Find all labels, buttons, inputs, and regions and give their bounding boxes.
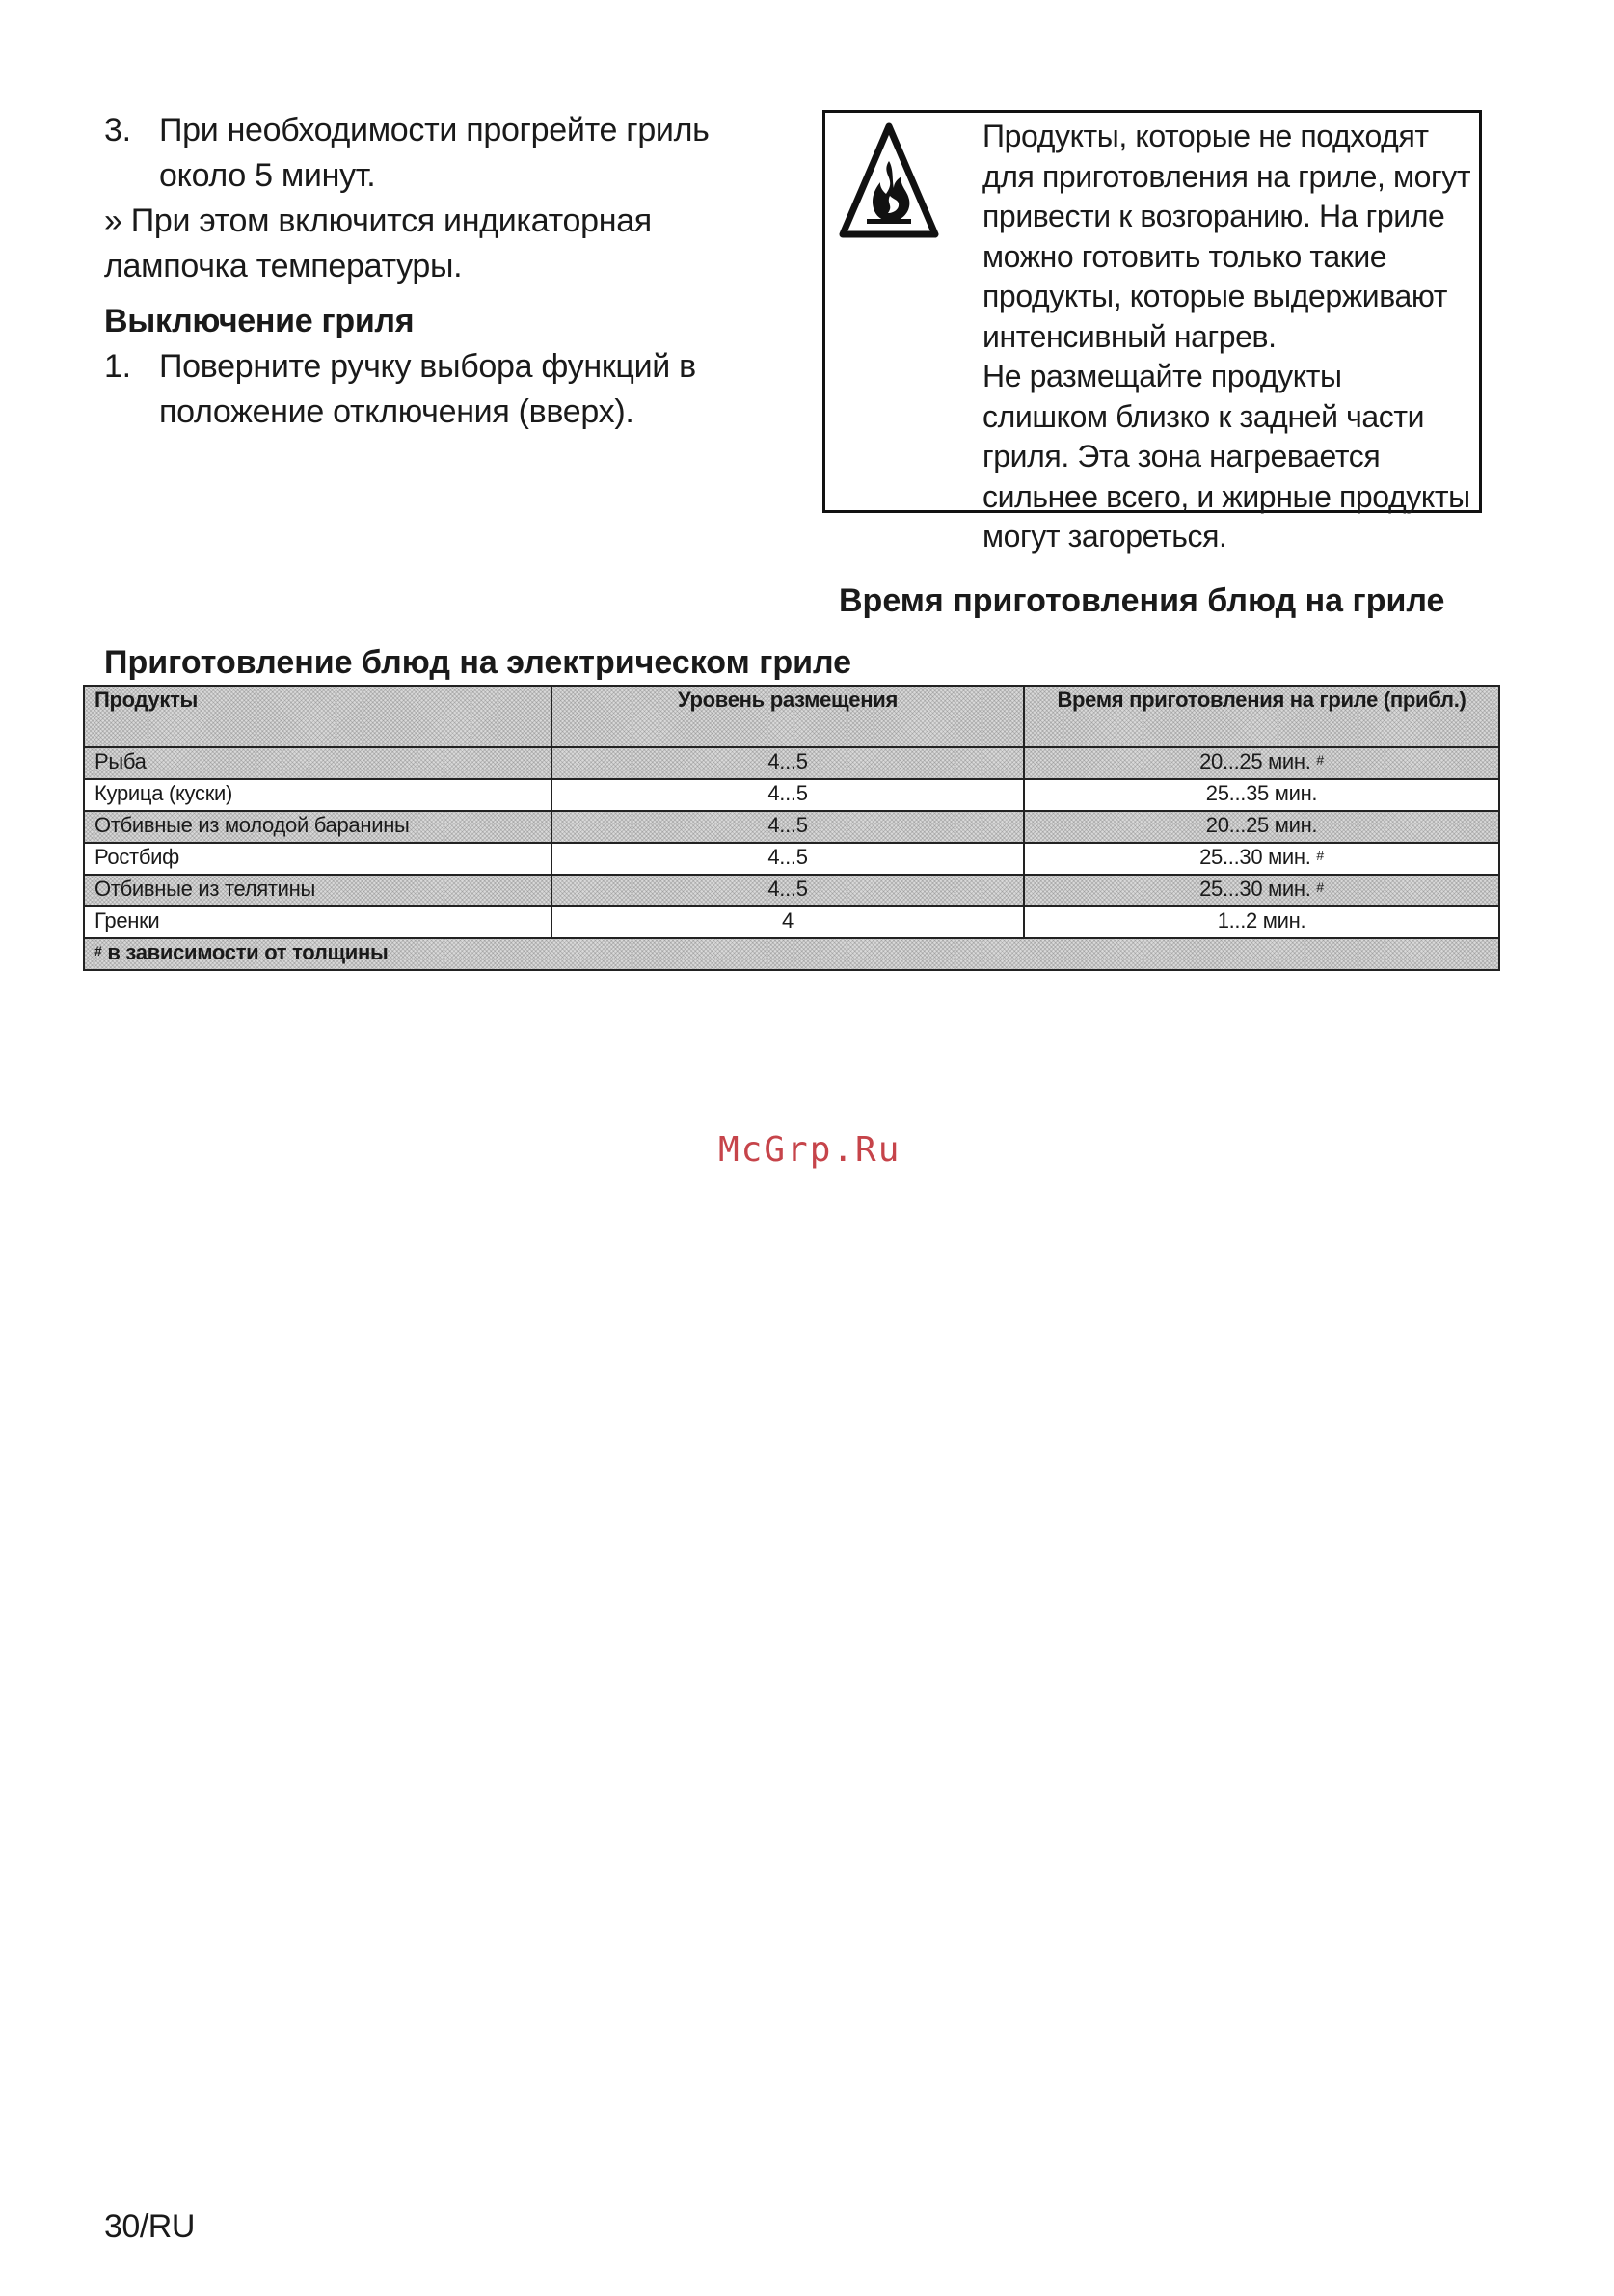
step-1-number: 1.	[104, 348, 131, 385]
step-1-text: Поверните ручку выбора функций в положение отключения (вверх).	[159, 348, 696, 430]
cell-time	[1024, 843, 1499, 875]
footnote-mark: #	[1316, 879, 1324, 895]
cell-time	[1024, 779, 1499, 811]
table-row	[84, 875, 1499, 906]
table-heading: Приготовление блюд на электрическом гриле	[104, 644, 852, 681]
cell-product: Отбивные из телятины	[84, 875, 551, 906]
fire-warning-box	[822, 110, 1482, 554]
left-column	[104, 108, 721, 435]
time-value: 1...2 мин.	[1217, 908, 1306, 932]
warning-text	[982, 117, 1474, 557]
time-value: 25...30 мин.	[1199, 877, 1311, 901]
cell-level: 4...5	[551, 843, 1024, 875]
cell-product: Курица (куски)	[84, 779, 551, 811]
table-row	[84, 906, 1499, 938]
cell-level: 4...5	[551, 779, 1024, 811]
grill-off-heading: Выключение гриля	[104, 303, 415, 339]
footnote-mark: #	[1316, 752, 1324, 768]
table-footnote-row	[84, 938, 1499, 970]
table-row	[84, 843, 1499, 875]
step-3-number: 3.	[104, 112, 131, 149]
cell-time	[1024, 875, 1499, 906]
grill-table	[83, 685, 1500, 971]
cell-product: Гренки	[84, 906, 551, 938]
cell-time	[1024, 811, 1499, 843]
cell-time	[1024, 906, 1499, 938]
cell-product: Рыба	[84, 747, 551, 779]
table-row	[84, 747, 1499, 779]
cell-level: 4	[551, 906, 1024, 938]
watermark: McGrp.Ru	[718, 1130, 901, 1170]
table-header-row	[84, 686, 1499, 747]
page-number: 30/RU	[104, 2208, 195, 2245]
time-value: 25...35 мин.	[1205, 781, 1318, 805]
cooking-times-heading: Время приготовления блюд на гриле	[839, 582, 1445, 619]
fire-warning-icon	[838, 121, 940, 242]
time-value: 25...30 мин.	[1199, 845, 1311, 869]
header-level: Уровень размещения	[551, 686, 1024, 747]
step-1	[104, 344, 721, 435]
header-time: Время приготовления на гриле (прибл.)	[1024, 686, 1499, 747]
warning-paragraph-2: Не размещайте продукты слишком близко к задней части гриля. Эта зона нагревается сильнее всего, и жирные продукты могут загореться.	[982, 359, 1470, 554]
cell-level: 4...5	[551, 747, 1024, 779]
cell-time	[1024, 747, 1499, 779]
step-3	[104, 108, 721, 199]
time-value: 20...25 мин.	[1205, 813, 1318, 837]
footnote-mark: #	[1316, 848, 1324, 863]
cell-level: 4...5	[551, 811, 1024, 843]
cell-level: 4...5	[551, 875, 1024, 906]
header-products: Продукты	[84, 686, 551, 747]
indicator-note: » При этом включится индикаторная лампочка температуры.	[104, 203, 652, 284]
footnote-mark: #	[94, 943, 102, 959]
step-3-text: При необходимости прогрейте гриль около 5 минут.	[159, 112, 710, 194]
table-row	[84, 779, 1499, 811]
table-footnote	[84, 938, 1499, 970]
cell-product: Ростбиф	[84, 843, 551, 875]
footnote-text: в зависимости от толщины	[107, 940, 389, 964]
cell-product: Отбивные из молодой баранины	[84, 811, 551, 843]
table-row	[84, 811, 1499, 843]
time-value: 20...25 мин.	[1199, 749, 1311, 773]
warning-paragraph-1: Продукты, которые не подходят для приготовления на гриле, могут привести к возгоранию. На гриле можно готовить только такие продукты, которые выдерживают интенсивный нагрев.	[982, 119, 1471, 354]
